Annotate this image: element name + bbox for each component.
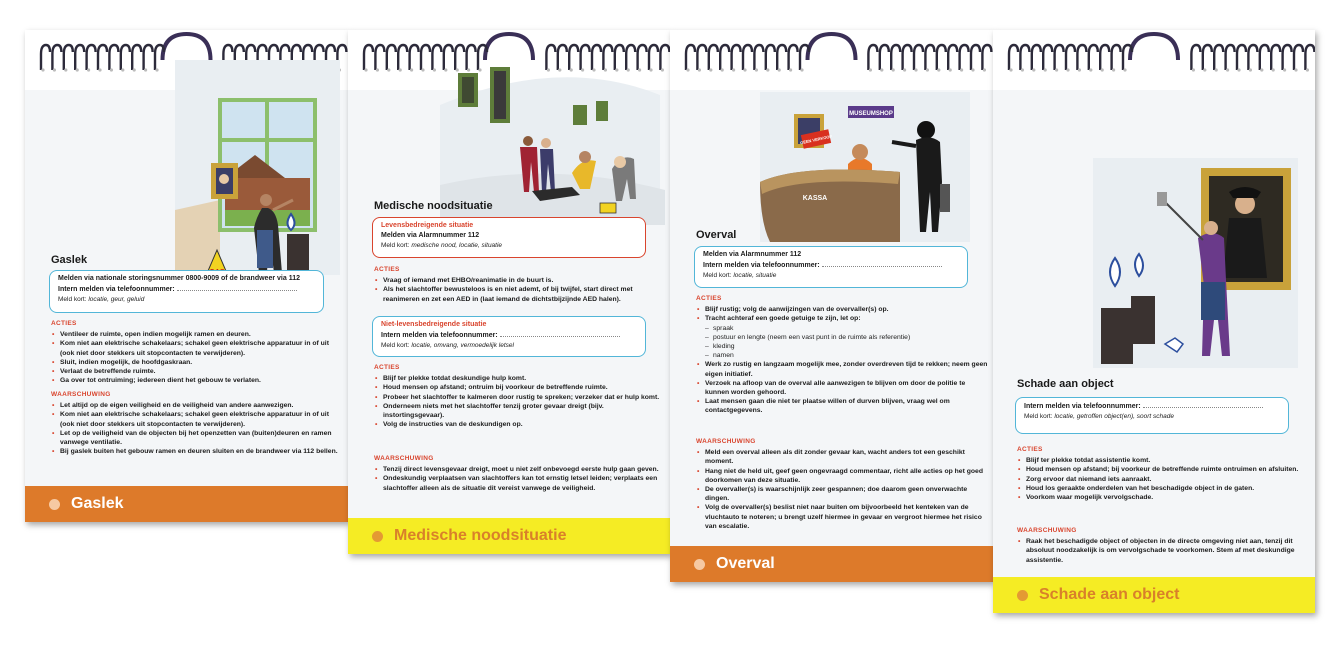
- binding-ring: [364, 45, 373, 70]
- actions-section: [51, 319, 343, 385]
- binding-ring: [925, 45, 934, 70]
- card-overval: [670, 30, 993, 582]
- binding-hole: [937, 68, 940, 71]
- footer-dot-icon: [694, 559, 705, 570]
- binding-ring: [1226, 45, 1235, 70]
- binding-ring: [789, 45, 798, 70]
- binding-hole: [1021, 68, 1024, 71]
- binding-hole: [133, 68, 136, 71]
- binding-hole: [1078, 68, 1081, 71]
- hanger-ring: [485, 34, 533, 60]
- meld-label: Meld kort:: [381, 342, 412, 349]
- list-item: • Blijf ter plekke totdat deskundige hulp komt.: [383, 374, 664, 383]
- card-gaslek: [25, 30, 348, 522]
- warning-section: [1017, 526, 1309, 565]
- card-title: Overval: [696, 229, 737, 241]
- binding-hole: [41, 68, 44, 71]
- report-box: [1015, 397, 1289, 434]
- binding-ring: [421, 45, 430, 70]
- footer-dot-icon: [372, 531, 383, 542]
- binding-hole: [903, 68, 906, 71]
- binding-hole: [387, 68, 390, 71]
- list-item: • Volg de overvaller(s) beslist niet naar buiten om bijvoorbeeld het kenteken van de vluchtauto te noteren; u brengt uzelf hiermee in gevaar en vergroot hiermee het risico van escalatie.: [705, 503, 988, 531]
- binding-ring: [1305, 45, 1314, 70]
- footer-title: Overval: [716, 555, 775, 572]
- meld-label: Meld kort:: [58, 296, 89, 303]
- section-heading: WAARSCHUWING: [1017, 527, 1077, 534]
- binding-hole: [433, 68, 436, 71]
- binding-hole: [1044, 68, 1047, 71]
- binding-hole: [1055, 68, 1058, 71]
- report-line-1: Melden via Alarmnummer 112: [703, 251, 802, 258]
- gas-leak-illustration: [165, 60, 340, 280]
- meld-value: locatie, getroffen object(en), soort schade: [1054, 413, 1174, 420]
- list-item: • Ga over tot ontruiming; iedereen dient het gebouw te verlaten.: [60, 376, 343, 385]
- list-item: • Hang niet de held uit, geef geen ongevraagd commentaar, richt alle acties op het goed doorkomen van deze situatie.: [705, 467, 988, 485]
- actions-section: [1017, 445, 1309, 502]
- list-item: • Vraag of iemand met EHBO/reanimatie in de buurt is.: [383, 276, 664, 285]
- object-damage-illustration: [1093, 158, 1298, 368]
- report-box: [49, 270, 324, 313]
- report-line-1: Intern melden via telefoonnummer:: [381, 332, 498, 339]
- section-heading: WAARSCHUWING: [51, 391, 111, 398]
- binding-ring: [732, 45, 741, 70]
- hanger-ring: [1130, 34, 1178, 60]
- binding-ring: [1214, 45, 1223, 70]
- binding-hole: [1032, 68, 1035, 71]
- list-item: • Houd mensen op afstand; bij voorkeur de betreffende ruimte ontruimen en afsluiten.: [1026, 465, 1309, 474]
- binding-hole: [1237, 68, 1240, 71]
- binding-ring: [1248, 45, 1257, 70]
- footer-dot-icon: [1017, 590, 1028, 601]
- actions-section: [374, 363, 664, 429]
- binding-ring: [41, 45, 50, 70]
- list-item: • Houd los geraakte onderdelen van het beschadigde object in de gaten.: [1026, 484, 1309, 493]
- binding-ring: [709, 45, 718, 70]
- binding-hole: [709, 68, 712, 71]
- report-line-2: Intern melden via telefoonnummer:: [58, 286, 175, 293]
- binding-hole: [110, 68, 113, 71]
- meld-label: Meld kort:: [1024, 413, 1055, 420]
- binding-hole: [1283, 68, 1286, 71]
- list-item: • Zorg ervoor dat niemand iets aanraakt.: [1026, 475, 1309, 484]
- list-item: • Als het slachtoffer bewusteloos is en niet ademt, of bij twijfel, start direct met reanimeren en zet een AED in (laat iemand de dichtstbijzijnde AED halen).: [383, 285, 664, 303]
- spiral-binding: [670, 30, 993, 74]
- binding-hole: [1101, 68, 1104, 71]
- binding-ring: [87, 45, 96, 70]
- binding-ring: [387, 45, 396, 70]
- binding-hole: [376, 68, 379, 71]
- footer-dot-icon: [49, 499, 60, 510]
- binding-ring: [64, 45, 73, 70]
- binding-ring: [903, 45, 912, 70]
- binding-ring: [868, 45, 877, 70]
- binding-ring: [754, 45, 763, 70]
- binding-hole: [155, 68, 158, 71]
- binding-hole: [399, 68, 402, 71]
- binding-hole: [983, 68, 986, 71]
- binding-ring: [766, 45, 775, 70]
- list-item: • Let op de veiligheid van de objecten bij het openzetten van (buiten)deuren en ramen vanwege ventilatie.: [60, 429, 343, 447]
- life-threatening-box: [372, 217, 646, 258]
- hanger-ring: [163, 34, 211, 60]
- binding-hole: [1226, 68, 1229, 71]
- list-item: • Sluit, indien mogelijk, de hoofdgaskraan.: [60, 358, 343, 367]
- list-item: • De overvaller(s) is waarschijnlijk zeer gespannen; doe daarom geen onverwachte dingen.: [705, 485, 988, 503]
- binding-hole: [1192, 68, 1195, 71]
- binding-hole: [1272, 68, 1275, 71]
- binding-hole: [800, 68, 803, 71]
- footer-title: Schade aan object: [1039, 586, 1180, 603]
- binding-hole: [892, 68, 895, 71]
- binding-hole: [1123, 68, 1126, 71]
- list-item: • Tenzij direct levensgevaar dreigt, moet u niet zelf onbevoegd eerste hulp gaan geven.: [383, 465, 664, 474]
- binding-ring: [1032, 45, 1041, 70]
- binding-ring: [1203, 45, 1212, 70]
- binding-ring: [52, 45, 61, 70]
- binding-hole: [121, 68, 124, 71]
- list-item: • Volg de instructies van de deskundigen op.: [383, 420, 664, 429]
- warning-section: [51, 390, 343, 456]
- binding-ring: [109, 45, 118, 70]
- binding-ring: [1294, 45, 1303, 70]
- hanger-ring: [808, 34, 856, 60]
- list-item: • Blijf rustig; volg de aanwijzingen van de overvaller(s) op.: [705, 305, 988, 314]
- poster-text: GEEN VERKOOP: [799, 133, 833, 146]
- binding-hole: [698, 68, 701, 71]
- binding-hole: [76, 68, 79, 71]
- list-sub-item: – kleding: [705, 342, 988, 351]
- museumshop-sign: MUSEUMSHOP: [849, 111, 893, 117]
- phone-entry-line[interactable]: [500, 330, 620, 337]
- phone-entry-line[interactable]: [177, 284, 297, 291]
- binding-ring: [1237, 45, 1246, 70]
- card-title: Gaslek: [51, 254, 88, 266]
- section-heading: WAARSCHUWING: [374, 455, 434, 462]
- meld-value: locatie, situatie: [733, 272, 777, 279]
- binding-ring: [777, 45, 786, 70]
- report-box: [694, 246, 968, 288]
- card-footer: [348, 518, 670, 554]
- binding-ring: [1271, 45, 1280, 70]
- binding-hole: [949, 68, 952, 71]
- binding-hole: [755, 68, 758, 71]
- binding-hole: [971, 68, 974, 71]
- binding-ring: [1020, 45, 1029, 70]
- list-item: • Let altijd op de eigen veiligheid en de veiligheid van andere aanwezigen.: [60, 401, 343, 410]
- section-heading: ACTIES: [696, 295, 722, 302]
- binding-hole: [1089, 68, 1092, 71]
- binding-hole: [686, 68, 689, 71]
- binding-ring: [743, 45, 752, 70]
- binding-hole: [732, 68, 735, 71]
- binding-ring: [937, 45, 946, 70]
- binding-ring: [686, 45, 695, 70]
- binding-ring: [914, 45, 923, 70]
- binding-hole: [53, 68, 56, 71]
- binding-hole: [789, 68, 792, 71]
- report-line-2: Intern melden via telefoonnummer:: [703, 262, 820, 269]
- binding-ring: [1283, 45, 1292, 70]
- section-heading: WAARSCHUWING: [696, 438, 756, 445]
- binding-ring: [410, 45, 419, 70]
- binding-hole: [87, 68, 90, 71]
- card-footer: [993, 577, 1315, 613]
- binding-ring: [1112, 45, 1121, 70]
- binding-hole: [1306, 68, 1309, 71]
- binding-hole: [766, 68, 769, 71]
- warning-section: [696, 437, 988, 531]
- section-heading: ACTIES: [374, 266, 400, 273]
- binding-hole: [1260, 68, 1263, 71]
- list-item: • Werk zo rustig en langzaam mogelijk mee, zonder overdreven tijd te rekken; neem geen eigen initiatief.: [705, 360, 988, 378]
- list-item: • Laat mensen gaan die niet ter plaatse willen of durven blijven, vraag wel om contactgegevens.: [705, 397, 988, 415]
- card-footer: [670, 546, 993, 582]
- binding-hole: [410, 68, 413, 71]
- non-life-threatening-box: [372, 316, 646, 357]
- binding-hole: [98, 68, 101, 71]
- binding-hole: [869, 68, 872, 71]
- binding-ring: [98, 45, 107, 70]
- card-title: Medische noodsituatie: [374, 200, 493, 212]
- meld-value: locatie, geur, geluid: [88, 296, 145, 303]
- list-item: • Blijf ter plekke totdat assistentie komt.: [1026, 456, 1309, 465]
- binding-hole: [1249, 68, 1252, 71]
- section-heading: ACTIES: [51, 320, 77, 327]
- meld-label: Meld kort:: [703, 272, 734, 279]
- card-schade-aan-object: [993, 30, 1315, 613]
- meld-value: locatie, omvang, vermoedelijk letsel: [411, 342, 514, 349]
- list-item: • Probeer het slachtoffer te kalmeren door rustig te spreken; verzeker dat er hulp komt.: [383, 393, 664, 402]
- report-line-1: Melden via nationale storingsnummer 0800-9009 of de brandweer via 112: [58, 275, 300, 282]
- list-item: • Kom niet aan elektrische schakelaars; schakel geen elektrische apparatuur in of uit (ook niet door stekkers uit stopcontacten te verwijderen).: [60, 339, 343, 357]
- list-item: • Voorkom waar mogelijk vervolgschade.: [1026, 493, 1309, 502]
- binding-ring: [1043, 45, 1052, 70]
- warning-section: [374, 454, 664, 493]
- phone-entry-line[interactable]: [822, 260, 942, 267]
- list-sub-item: – spraak: [705, 324, 988, 333]
- binding-ring: [121, 45, 130, 70]
- box-heading: Levensbedreigende situatie: [381, 222, 474, 229]
- list-sub-item: – namen: [705, 351, 988, 360]
- binding-hole: [364, 68, 367, 71]
- footer-title: Gaslek: [71, 495, 124, 512]
- binding-hole: [64, 68, 67, 71]
- binding-ring: [1077, 45, 1086, 70]
- report-line-1: Melden via Alarmnummer 112: [381, 232, 480, 239]
- binding-hole: [960, 68, 963, 71]
- binding-ring: [982, 45, 991, 70]
- binding-hole: [1294, 68, 1297, 71]
- box-heading: Niet-levensbedreigende situatie: [381, 321, 487, 328]
- binding-ring: [720, 45, 729, 70]
- binding-ring: [1055, 45, 1064, 70]
- binding-ring: [891, 45, 900, 70]
- card-footer: [25, 486, 348, 522]
- card-title: Schade aan object: [1017, 378, 1114, 390]
- list-sub-item: – postuur en lengte (neem een vast punt in de ruimte als referentie): [705, 333, 988, 342]
- footer-title: Medische noodsituatie: [394, 527, 567, 544]
- binding-hole: [914, 68, 917, 71]
- meld-label: Meld kort:: [381, 242, 412, 249]
- card-medische-noodsituatie: [348, 30, 670, 554]
- spiral-binding: [993, 30, 1315, 74]
- binding-hole: [880, 68, 883, 71]
- binding-ring: [1009, 45, 1018, 70]
- list-item: • Ondeskundig verplaatsen van slachtoffers kan tot ernstig letsel leiden; verplaats een slachtoffer alleen als de situatie dit vereist vanwege de veiligheid.: [383, 474, 664, 492]
- kassa-sign: KASSA: [802, 195, 828, 202]
- binding-ring: [375, 45, 384, 70]
- binding-ring: [960, 45, 969, 70]
- meld-value: medische nood, locatie, situatie: [411, 242, 503, 249]
- binding-hole: [1066, 68, 1069, 71]
- list-item: • Kom niet aan elektrische schakelaars; schakel geen elektrische apparatuur in of uit (ook niet door stekkers uit stopcontacten te verwijderen).: [60, 410, 343, 428]
- binding-hole: [743, 68, 746, 71]
- binding-hole: [778, 68, 781, 71]
- binding-ring: [880, 45, 889, 70]
- binding-ring: [1066, 45, 1075, 70]
- actions-section: [696, 294, 988, 416]
- phone-entry-line[interactable]: [1143, 401, 1263, 408]
- binding-hole: [721, 68, 724, 71]
- robbery-illustration: [760, 92, 970, 242]
- section-heading: ACTIES: [1017, 446, 1043, 453]
- section-heading: ACTIES: [374, 364, 400, 371]
- binding-ring: [971, 45, 980, 70]
- list-item: • Raak het beschadigde object of objecten in de directe omgeving niet aan, tenzij dit absoluut noodzakelijk is om vervolgschade te voorkomen. Stem af met deskundige assistentie.: [1026, 537, 1309, 565]
- binding-ring: [144, 45, 153, 70]
- report-line-1: Intern melden via telefoonnummer:: [1024, 403, 1141, 410]
- list-item: • Verlaat de betreffende ruimte.: [60, 367, 343, 376]
- binding-ring: [132, 45, 141, 70]
- list-item: • Ventileer de ruimte, open indien mogelijk ramen en deuren.: [60, 330, 343, 339]
- binding-hole: [421, 68, 424, 71]
- list-item: • Meld een overval alleen als dit zonder gevaar kan, wacht anders tot een geschikt moment.: [705, 448, 988, 466]
- list-item: • Onderneem niets met het slachtoffer tenzij groter gevaar dreigt (bijv. instortingsgevaar).: [383, 402, 664, 420]
- list-item: • Houd mensen op afstand; ontruim bij voorkeur de betreffende ruimte.: [383, 383, 664, 392]
- binding-hole: [1112, 68, 1115, 71]
- binding-hole: [1215, 68, 1218, 71]
- binding-ring: [1089, 45, 1098, 70]
- list-item: • Bij gaslek buiten het gebouw ramen en deuren sluiten en de brandweer via 112 bellen.: [60, 447, 343, 456]
- binding-hole: [926, 68, 929, 71]
- binding-ring: [948, 45, 957, 70]
- binding-hole: [1009, 68, 1012, 71]
- binding-hole: [144, 68, 147, 71]
- binding-ring: [75, 45, 84, 70]
- binding-ring: [1100, 45, 1109, 70]
- binding-ring: [1191, 45, 1200, 70]
- actions-section: [374, 265, 664, 304]
- list-item: • Verzoek na afloop van de overval alle aanwezigen te blijven om door de politie te kunnen worden gehoord.: [705, 379, 988, 397]
- binding-ring: [1260, 45, 1269, 70]
- binding-ring: [398, 45, 407, 70]
- list-item: • Tracht achteraf een goede getuige te zijn, let op:: [705, 314, 988, 323]
- binding-hole: [1203, 68, 1206, 71]
- binding-ring: [697, 45, 706, 70]
